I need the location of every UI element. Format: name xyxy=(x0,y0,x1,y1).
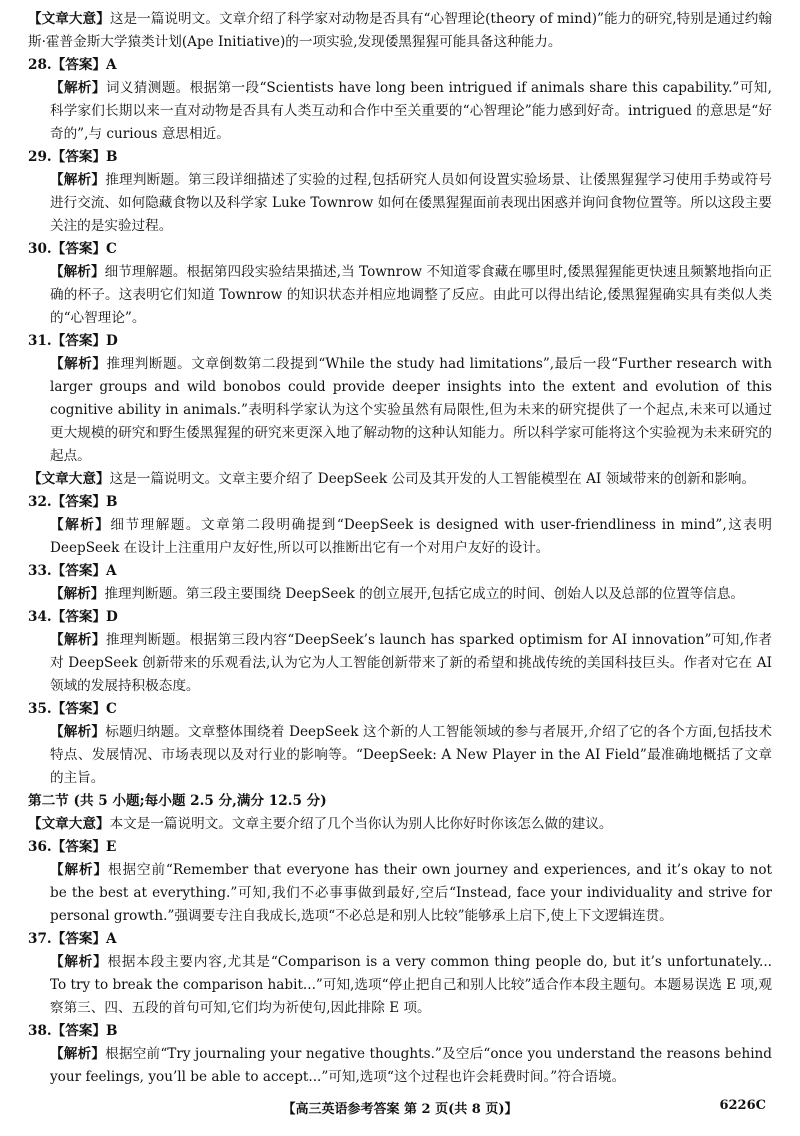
summary-text: 这是一篇说明文。文章介绍了科学家对动物是否具有“心智理论(theory of mind)”能力的研究,特别是通过约翰斯·霍普金斯大学猿类计划(Ape Initiative)的一项实验,发现倭黑猩猩可能具备这种能力。 xyxy=(28,11,772,50)
analysis-paragraph xyxy=(28,77,772,146)
answer-tag: 【答案】 xyxy=(51,839,107,855)
footer-page-info: 【高三英语参考答案 第 2 页(共 8 页)】 xyxy=(282,1102,518,1117)
answer-letter: D xyxy=(106,333,118,349)
answer-letter: C xyxy=(106,701,117,717)
analysis-text: 推理判断题。第三段详细描述了实验的过程,包括研究人员如何设置实验场景、让倭黑猩猩学习使用手势或符号进行交流、如何隐藏食物以及科学家 Luke Townrow 如何在倭黑猩猩面前表现出困惑并询问食物位置等。所以这段主要关注的是实验过程。 xyxy=(50,172,773,234)
analysis-text: 推理判断题。文章倒数第二段提到“While the study had limitations”,最后一段“Further research with larger groups and wild bonobos could provide deeper insights into the extent and evolution of this cognitive ability in animals.”表明科学家认为这个实验虽然有局限性,但为未来的研究提供了一个起点,未来可以通过更大规模的研究和野生倭黑猩猩的研究来更深入地了解动物的这种认知能力。所以科学家可能将这个实验视为未来研究的起点。 xyxy=(50,356,773,464)
answer-line xyxy=(28,491,772,514)
page-footer xyxy=(0,1098,800,1122)
question-number: 36. xyxy=(28,839,52,855)
answer-line xyxy=(28,836,772,859)
analysis-paragraph xyxy=(28,721,772,790)
analysis-paragraph xyxy=(28,859,772,928)
analysis-text: 推理判断题。第三段主要围绕 DeepSeek 的创立展开,包括它成立的时间、创始人以及总部的位置等信息。 xyxy=(104,586,745,602)
article-summary xyxy=(28,468,772,491)
section-heading: 第二节 (共 5 小题;每小题 2.5 分,满分 12.5 分) xyxy=(28,793,327,809)
question-number: 37. xyxy=(28,931,52,947)
summary-tag: 【文章大意】 xyxy=(28,816,110,832)
analysis-text: 根据空前“Try journaling your negative thoughts.”及空后“once you understand the reasons behind your feelings, you’ll be able to accept...”可知,选项“这个过程也许会耗费时间。”符合语境。 xyxy=(50,1046,773,1085)
answer-tag: 【答案】 xyxy=(51,609,107,625)
analysis-text: 词义猜测题。根据第一段“Scientists have long been intrigued if animals share this capability.”可知,科学家们长期以来一直对动物是否具有人类互动和合作中至关重要的“心智理论”能力感到好奇。intrigued 的意思是“好奇的”,与 curious 意思相近。 xyxy=(50,80,773,142)
analysis-paragraph xyxy=(28,583,772,606)
analysis-paragraph xyxy=(28,1043,772,1089)
analysis-tag: 【解析】 xyxy=(50,1046,106,1062)
answer-letter: E xyxy=(106,839,117,855)
answer-line xyxy=(28,606,772,629)
analysis-text: 推理判断题。根据第三段内容“DeepSeek’s launch has sparked optimism for AI innovation”可知,作者对 DeepSeek 创新带来的乐观看法,认为它为人工智能创新带来了新的希望和挑战传统的美国科技巨头。作者对它在 AI 领域的发展持积极态度。 xyxy=(50,632,772,694)
answer-tag: 【答案】 xyxy=(51,149,107,165)
analysis-text: 标题归纳题。文章整体围绕着 DeepSeek 这个新的人工智能领域的参与者展开,介绍了它的各个方面,包括技术特点、发展情况、市场表现以及对行业的影响等。“DeepSeek: A New Player in the AI Field”最准确地概括了文章的主旨。 xyxy=(50,724,772,786)
article-summary xyxy=(28,813,772,836)
answer-letter: A xyxy=(106,563,117,579)
answer-letter: A xyxy=(106,931,117,947)
answer-line xyxy=(28,1020,772,1043)
summary-text: 本文是一篇说明文。文章主要介绍了几个当你认为别人比你好时你该怎么做的建议。 xyxy=(109,816,613,832)
summary-tag: 【文章大意】 xyxy=(28,11,110,27)
answer-tag: 【答案】 xyxy=(51,333,107,349)
answer-letter: B xyxy=(106,494,118,510)
analysis-paragraph xyxy=(28,514,772,560)
answer-tag: 【答案】 xyxy=(51,1023,107,1039)
analysis-paragraph xyxy=(28,169,772,238)
question-number: 34. xyxy=(28,609,52,625)
answer-line xyxy=(28,560,772,583)
summary-tag: 【文章大意】 xyxy=(28,471,110,487)
question-number: 35. xyxy=(28,701,52,717)
answer-letter: B xyxy=(106,1023,118,1039)
answer-line xyxy=(28,330,772,353)
answer-letter: D xyxy=(106,609,118,625)
summary-text: 这是一篇说明文。文章主要介绍了 DeepSeek 公司及其开发的人工智能模型在 AI 领域带来的创新和影响。 xyxy=(109,471,756,487)
analysis-paragraph xyxy=(28,951,772,1020)
analysis-text: 细节理解题。根据第四段实验结果描述,当 Townrow 不知道零食藏在哪里时,倭黑猩猩能更快速且频繁地指向正确的杯子。这表明它们知道 Townrow 的知识状态并相应地调整了反应。由此可以得出结论,倭黑猩猩确实具有类似人类的“心智理论”。 xyxy=(50,264,772,326)
answer-letter: A xyxy=(106,57,117,73)
question-number: 38. xyxy=(28,1023,52,1039)
analysis-tag: 【解析】 xyxy=(50,172,106,188)
analysis-tag: 【解析】 xyxy=(50,356,107,372)
question-number: 29. xyxy=(28,149,52,165)
analysis-tag: 【解析】 xyxy=(50,80,106,96)
answer-tag: 【答案】 xyxy=(51,241,107,257)
analysis-tag: 【解析】 xyxy=(50,632,106,648)
question-number: 33. xyxy=(28,563,52,579)
answer-tag: 【答案】 xyxy=(51,494,107,510)
analysis-paragraph xyxy=(28,261,772,330)
question-number: 31. xyxy=(28,333,52,349)
answer-content xyxy=(28,8,772,1089)
answer-tag: 【答案】 xyxy=(51,701,107,717)
article-summary xyxy=(28,8,772,54)
analysis-tag: 【解析】 xyxy=(50,862,108,878)
question-number: 28. xyxy=(28,57,52,73)
analysis-tag: 【解析】 xyxy=(50,517,111,533)
analysis-paragraph xyxy=(28,629,772,698)
analysis-text: 细节理解题。文章第二段明确提到“DeepSeek is designed with user-friendliness in mind”,这表明 DeepSeek 在设计上注重用户友好性,所以可以推断出它有一个对用户友好的设计。 xyxy=(50,517,773,556)
answer-line xyxy=(28,54,772,77)
analysis-text: 根据本段主要内容,尤其是“Comparison is a very common thing people do, but it’s unfortunately... To try to break the comparison habit...”可知,选项“停止把自己和别人比较”适合作本段主题句。本题易误选 E 项,观察第三、四、五段的首句可知,它们均为祈使句,因此排除 E 项。 xyxy=(50,954,772,1016)
question-number: 32. xyxy=(28,494,52,510)
answer-letter: B xyxy=(106,149,118,165)
analysis-tag: 【解析】 xyxy=(50,264,105,280)
analysis-paragraph xyxy=(28,353,772,468)
footer-paper-code: 6226C xyxy=(719,1098,766,1113)
answer-letter: C xyxy=(106,241,117,257)
analysis-tag: 【解析】 xyxy=(50,724,106,740)
answer-tag: 【答案】 xyxy=(51,563,107,579)
answer-tag: 【答案】 xyxy=(51,931,107,947)
answer-line xyxy=(28,698,772,721)
answer-line xyxy=(28,928,772,951)
answer-tag: 【答案】 xyxy=(51,57,107,73)
analysis-tag: 【解析】 xyxy=(50,954,108,970)
answer-line xyxy=(28,146,772,169)
answer-line xyxy=(28,238,772,261)
analysis-text: 根据空前“Remember that everyone has their own journey and experiences, and it’s okay to not be the best at everything.”可知,我们不必事事做到最好,空后“Instead, face your individuality and strive for personal growth.”强调要专注自我成长,选项“不必总是和别人比较”能够承上启下,使上下文逻辑连贯。 xyxy=(50,862,772,924)
question-number: 30. xyxy=(28,241,52,257)
analysis-tag: 【解析】 xyxy=(50,586,105,602)
